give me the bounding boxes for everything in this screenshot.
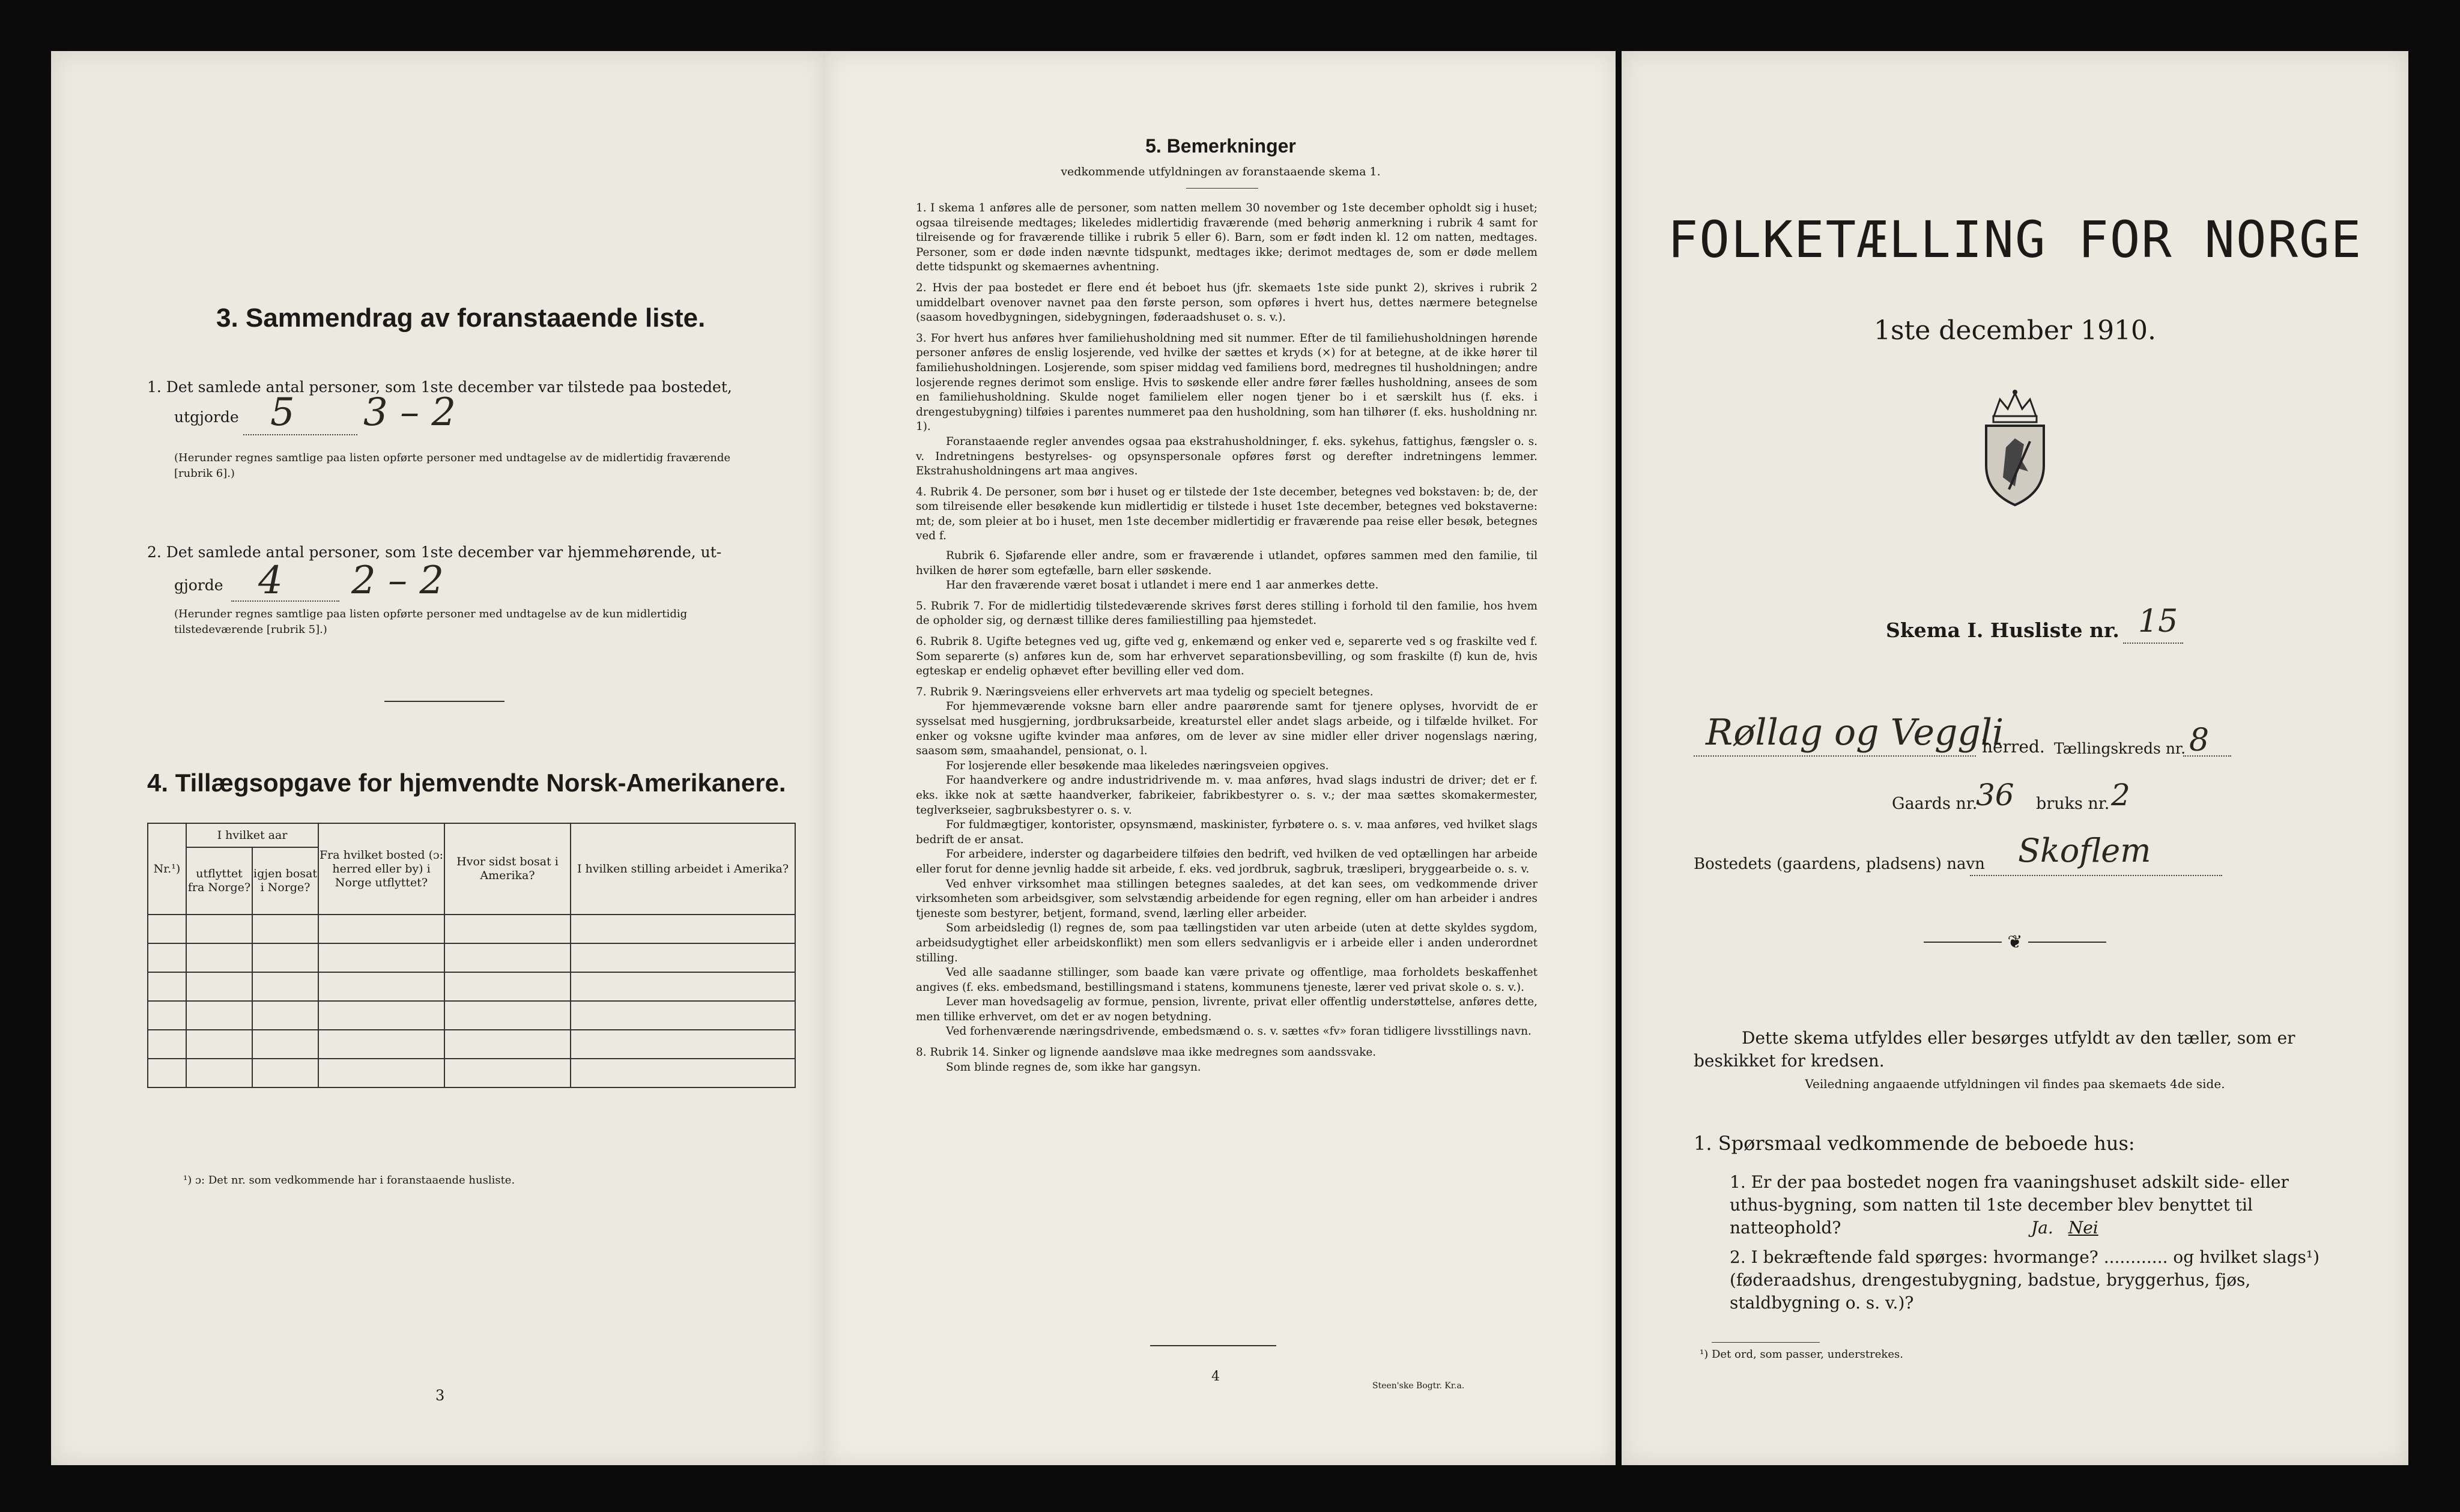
- remarks-body: [916, 201, 1538, 1075]
- bosted-dots: [1970, 875, 2222, 876]
- bosted-value: Skoflem: [2018, 832, 2151, 869]
- husliste-nr: 15: [2138, 603, 2178, 640]
- norsk-amerikanere-table: [147, 823, 796, 1088]
- section4-heading: 4. Tillægsopgave for hjemvendte Norsk-Amerikanere.: [147, 769, 786, 797]
- remark-7b: For hjemmeværende voksne barn eller andre paarørende samt for tjenere oplyses, hvorvidt de er sysselsat med husgjerning, jordbruksarbeide, kreaturstel eller andet slags arbeide, og i tilfælde hvilket. For enker og voksne ugifte kvinder maa anføres, om de lever av sine midler eller driver nogenslags næring, saasom søm, smaahandel, pensionat, o. l.: [916, 700, 1538, 758]
- table-row: [148, 972, 795, 1001]
- remark-8b: Som blinde regnes de, som ikke har gangsyn.: [946, 1060, 1201, 1074]
- question-2: 2. I bekræftende fald spørges: hvormange? ............ og hvilket slags¹) (føderaadshus, drengestubygning, badstue, bryggerhus, fjøs, staldbygning o. s. v.)?: [1730, 1247, 2319, 1313]
- col-utflyttet-header: utflyttet fra Norge?: [186, 847, 252, 915]
- item1-note: (Herunder regnes samtlige paa listen opførte personer med undtagelse av de midlertidig fraværende [rubrik 6].): [174, 452, 731, 480]
- col-stilling-header: I hvilken stilling arbeidet i Amerika?: [571, 823, 795, 915]
- remark-1: 1. I skema 1 anføres alle de personer, som natten mellem 30 november og 1ste december opholdt sig i huset; ogsaa tilreisende medtages; likeledes midlertidig fraværende (med behørig anmerkning i rubrik 4 samt for tilreisende og for fraværende tillike i rubrik 5 eller 6). Barn, som er født inden kl. 12 om natten, medtages. Personer, som er døde inden nævnte tidspunkt, medtages ikke; derimot medtages de, som er døde mellem dette tidspunkt og skemaernes avhentning.: [916, 202, 1538, 274]
- col-sidst-header: Hvor sidst bosat i Amerika?: [444, 823, 571, 915]
- remark-7f: For arbeidere, inderster og dagarbeidere tilføies den bedrift, ved hvilken de ved optællingen har arbeide eller forut for denne jevnlig hadde sit arbeide, f. eks. ved jordbruk, sagbruk, træsliperi, bryggearbeide o. s. v.: [916, 848, 1538, 875]
- husliste-dots: [2123, 643, 2183, 644]
- item2-value: 4: [258, 558, 283, 603]
- item1-value: 5: [270, 390, 295, 435]
- veiledning-text: Veiledning angaaende utfyldningen vil findes paa skemaets 4de side.: [1805, 1077, 2225, 1091]
- remark-7: 7. Rubrik 9. Næringsveiens eller erhvervets art maa tydelig og specielt betegnes.: [916, 685, 1374, 698]
- table-row: [148, 915, 795, 943]
- remark-7h: Som arbeidsledig (l) regnes de, som paa tællingstiden var uten arbeide (uten at dette skyldes sygdom, arbeidsudygtighet eller arbeidskonflikt) men som ellers sedvanligvis er i arbeide eller i anden underordnet stilling.: [916, 922, 1538, 964]
- kreds-value: 8: [2189, 722, 2210, 758]
- remark-8: 8. Rubrik 14. Sinker og lignende aandsløve maa ikke medregnes som aandssvake.: [916, 1046, 1377, 1059]
- remark-7k: Ved forhenværende næringsdrivende, embedsmænd o. s. v. sættes «fv» foran tidligere livsstillings navn.: [946, 1025, 1531, 1038]
- heading-rule: [1186, 188, 1258, 189]
- remark-3: 3. For hvert hus anføres hver familiehusholdning med sit nummer. Efter de til familiehusholdningen hørende personer anføres de enslig losjerende, ved hvilke der sættes et kryds (×) for at betegne, at de ikke hører til familiehusholdningen. Losjerende, som spiser middag ved familiens bord, medregnes til husholdningen; andre losjerende regnes derimot som enslige. Hvis to søskende eller andre fører fælles husholdning, ansees de som en familiehusholdning. Skulde noget familielem eller nogen tjener bo i et særskilt hus (f. eks. i drengestubygning) tilføies i parentes nummeret paa den husholdning, som han tilhører (f. eks. husholdning nr. 1).: [916, 331, 1538, 434]
- right-footnote: ¹) Det ord, som passer, understrekes.: [1700, 1348, 1903, 1361]
- answer-ja: Ja.: [2031, 1218, 2053, 1238]
- bruks-label: bruks nr.: [2036, 794, 2110, 813]
- bruks-value: 2: [2111, 778, 2130, 812]
- remarks-subheading: vedkommende utfyldningen av foranstaaende skema 1.: [1061, 165, 1381, 178]
- census-title: FOLKETÆLLING FOR NORGE: [1667, 210, 2363, 269]
- herred-dots: [1694, 755, 1976, 757]
- remark-6: 6. Rubrik 8. Ugifte betegnes ved ug, gifte ved g, enkemænd og enker ved e, separerte ved s og fraskilte ved f. Som separerte (s) anføres kun de, som har erhvervet separationsbevilling, og som fraskilte (f) kun de, hvis egteskap er endelig ophævet efter bevilling eller ved dom.: [916, 635, 1538, 678]
- page-number-middle: 4: [1211, 1369, 1220, 1384]
- group-header: I hvilket aar: [186, 823, 318, 847]
- remark-2: 2. Hvis der paa bostedet er flere end ét beboet hus (jfr. skemaets 1ste side punkt 2), skrives i rubrik 2 umiddelbart ovenover navnet paa den første person, som opføres i hvert hus, dettes nærmere betegnelse (saasom hovedbygningen, sidebygningen, føderaadshuset o. s. v.).: [916, 281, 1538, 324]
- col-bosted-header: Fra hvilket bosted (ɔ: herred eller by) i Norge utflyttet?: [318, 823, 444, 915]
- col-igjen-header: igjen bosat i Norge?: [252, 847, 318, 915]
- page-right: [1622, 51, 2408, 1465]
- remark-7e: For fuldmægtiger, kontorister, opsynsmænd, maskinister, fyrbøtere o. s. v. maa anføres, ved hvilket slags bedrift de er ansat.: [916, 818, 1538, 846]
- questions-heading: 1. Spørsmaal vedkommende de beboede hus:: [1694, 1132, 2135, 1155]
- page-left: [51, 51, 826, 1465]
- item2-note: (Herunder regnes samtlige paa listen opførte personer med undtagelse av de kun midlertidig tilstedeværende [rubrik 5].): [174, 608, 688, 636]
- remark-4b: Rubrik 6. Sjøfarende eller andre, som er fraværende i utlandet, opføres sammen med den familie, til hvilken de hører som egtefælle, barn eller søskende.: [916, 549, 1538, 577]
- item1-dots: [243, 434, 357, 435]
- printer-mark: Steen'ske Bogtr. Kr.a.: [1372, 1381, 1465, 1391]
- item1-text: 1. Det samlede antal personer, som 1ste december var tilstede paa bostedet,: [147, 378, 732, 396]
- herred-value: Røllag og Veggli: [1706, 712, 2004, 754]
- remarks-heading: 5. Bemerkninger: [1145, 135, 1296, 157]
- ornament-icon: ❦: [1622, 931, 2408, 953]
- end-rule: [1150, 1345, 1276, 1346]
- remark-4c: Har den fraværende været bosat i utlandet i mere end 1 aar anmerkes dette.: [946, 579, 1379, 592]
- coat-of-arms-icon: [1973, 387, 2057, 507]
- bosted-label: Bostedets (gaardens, pladsens) navn: [1694, 855, 1985, 873]
- remark-3b: Foranstaaende regler anvendes ogsaa paa ekstrahusholdninger, f. eks. sykehus, fattighus, fængsler o. s. v. Indretningens bestyrelses- og opsynspersonale opføres først og derefter indretningens lemmer. Ekstrahusholdningens art maa angives.: [916, 435, 1538, 478]
- kreds-dots: [2183, 755, 2231, 757]
- remark-7i: Ved alle saadanne stillinger, som baade kan være private og offentlige, maa forholdets beskaffenhet angives (f. eks. embedsmand, bestillingsmand i statens, kommunens tjeneste, lærer ved privat skole o. s. v.).: [916, 966, 1538, 994]
- census-date: 1ste december 1910.: [1873, 315, 2157, 346]
- remark-7j: Lever man hovedsagelig av formue, pension, livrente, privat eller offentlig understøttelse, anføres dette, men tillike erhvervet, om det er av nogen betydning.: [916, 996, 1538, 1023]
- herred-label: herred.: [1982, 737, 2045, 757]
- page-middle: [826, 51, 1616, 1465]
- table-row: [148, 943, 795, 972]
- remark-7d: For haandverkere og andre industridrivende m. v. maa anføres, hvad slags industri de driver; det er f. eks. ikke nok at sætte haandverker, fabrikeier, fabrikbestyrer o. s. v.; der maa sættes skomakermester, teglverkseier, sagbruksbestyrer o. s. v.: [916, 774, 1538, 817]
- instructions-text: Dette skema utfyldes eller besørges utfyldt av den tæller, som er beskikket for kredsen.: [1694, 1028, 2295, 1071]
- item1-lead: utgjorde: [174, 408, 239, 426]
- item1-split: 3 – 2: [363, 390, 456, 435]
- schema-label: Skema I. Husliste nr.: [1886, 618, 2119, 642]
- gaards-label: Gaards nr.: [1892, 794, 1978, 813]
- remark-7g: Ved enhver virksomhet maa stillingen betegnes saaledes, at det kan sees, om vedkommende driver virksomheten som arbeidsgiver, som selvstændig arbeidende for egen regning, eller om han arbeider i andres tjeneste som bestyrer, betjent, formand, svend, lærling eller arbeider.: [916, 877, 1538, 920]
- section-divider: [384, 701, 504, 702]
- item2-dots: [231, 600, 339, 602]
- question-1: 1. Er der paa bostedet nogen fra vaaningshuset adskilt side- eller uthus-bygning, som natten til 1ste december blev benyttet til natteophold?: [1730, 1172, 2289, 1238]
- page-number-left: 3: [435, 1387, 445, 1404]
- table-row: [148, 1001, 795, 1030]
- kreds-label: Tællingskreds nr.: [2054, 740, 2186, 757]
- gaards-value: 36: [1976, 778, 2014, 812]
- remark-7c: For losjerende eller besøkende maa likeledes næringsveien opgives.: [946, 759, 1329, 772]
- footnote-rule: [1712, 1342, 1820, 1343]
- question-1-answer: [2031, 1217, 2098, 1239]
- table-footnote: ¹) ɔ: Det nr. som vedkommende har i foranstaaende husliste.: [183, 1174, 515, 1187]
- remark-4: 4. Rubrik 4. De personer, som bør i huset og er tilstede der 1ste december, betegnes ved bokstaven: b; de, der som tilreisende eller besøkende kun midlertidig er tilstede i huset 1ste december, betegnes ved bokstaverne: mt; de, som pleier at bo i huset, men 1ste december midlertidig er fraværende paa reise eller besøk, betegnes ved f.: [916, 485, 1538, 543]
- col-nr-header: Nr.¹): [148, 823, 186, 915]
- section3-heading: 3. Sammendrag av foranstaaende liste.: [216, 303, 706, 333]
- remark-5: 5. Rubrik 7. For de midlertidig tilstedeværende skrives først deres stilling i forhold til den familie, hos hvem de opholder sig, og dernæst tillike deres familiestilling paa hjemstedet.: [916, 599, 1538, 627]
- table-row: [148, 1059, 795, 1087]
- item2-text: 2. Det samlede antal personer, som 1ste december var hjemmehørende, ut-: [147, 543, 722, 561]
- item2-lead: gjorde: [174, 576, 223, 594]
- item2-split: 2 – 2: [351, 558, 444, 603]
- answer-nei: Nei: [2068, 1218, 2098, 1238]
- table-row: [148, 1030, 795, 1059]
